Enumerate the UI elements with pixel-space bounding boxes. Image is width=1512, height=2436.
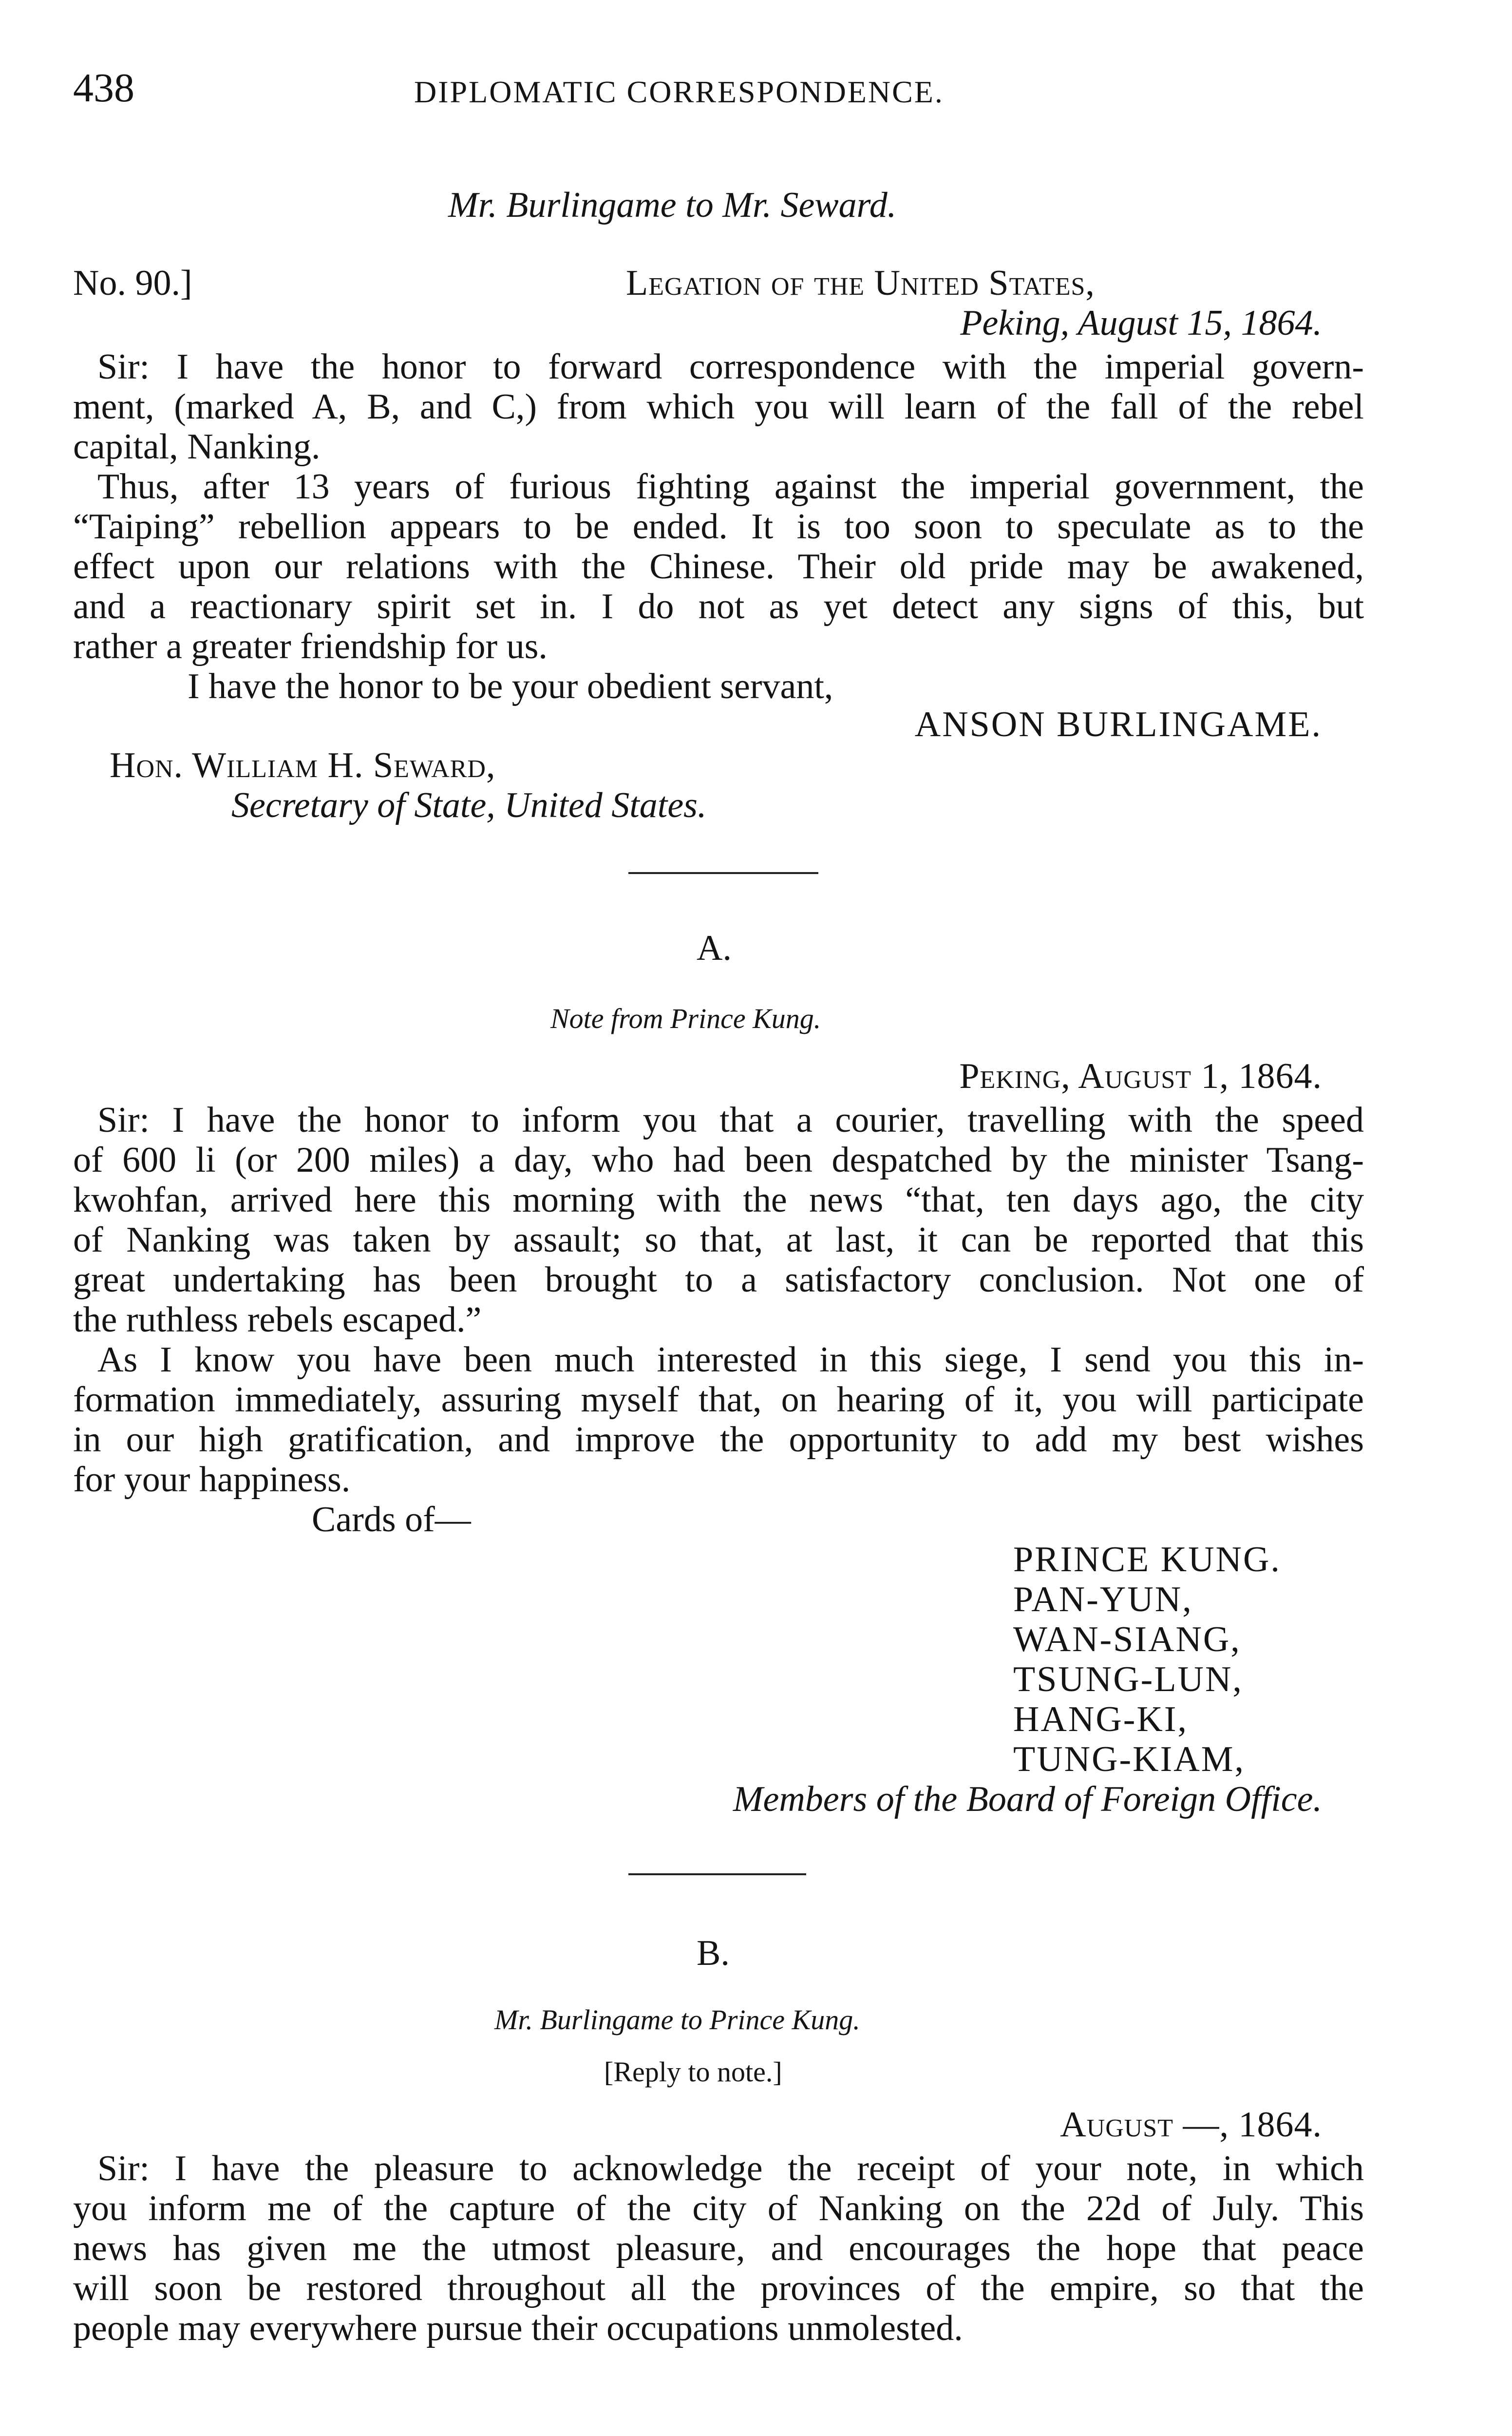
body-line: of Nanking was taken by assault; so that, at last, it can be reported that this bbox=[73, 1220, 1364, 1260]
cards-of: Cards of— bbox=[312, 1500, 471, 1540]
signature: ANSON BURLINGAME. bbox=[914, 704, 1322, 744]
body-line: will soon be restored throughout all the provinces of the empire, so that the bbox=[73, 2268, 1364, 2308]
body-line: kwohfan, arrived here this morning with the news “that, ten days ago, the city bbox=[73, 1180, 1364, 1220]
body-line: capital, Nanking. bbox=[73, 427, 321, 467]
signatory: TSUNG-LUN, bbox=[1013, 1659, 1243, 1699]
body-line: rather a greater friendship for us. bbox=[73, 627, 548, 666]
body-line: Thus, after 13 years of furious fighting against the imperial government, the bbox=[97, 467, 1364, 507]
body-line: ment, (marked A, B, and C,) from which you will learn of the fall of the rebel bbox=[73, 387, 1364, 427]
letter-date: Peking, August 15, 1864. bbox=[960, 303, 1322, 343]
letter-number: No. 90.] bbox=[73, 263, 192, 303]
body-line: “Taiping” rebellion appears to be ended. It is too soon to speculate as to the bbox=[73, 507, 1364, 547]
note-heading: Note from Prince Kung. bbox=[550, 1003, 821, 1034]
signatory: TUNG-KIAM, bbox=[1013, 1739, 1245, 1779]
signatory: PRINCE KUNG. bbox=[1013, 1540, 1281, 1580]
body-line: I have the honor to be your obedient servant, bbox=[188, 666, 833, 706]
signatory: PAN-YUN, bbox=[1013, 1580, 1193, 1619]
section-label-b: B. bbox=[697, 1933, 730, 1973]
body-line: people may everywhere pursue their occupations unmolested. bbox=[73, 2308, 963, 2348]
body-line: Sir: I have the honor to inform you that a courier, travelling with the speed bbox=[97, 1100, 1364, 1140]
signatory: HANG-KI, bbox=[1013, 1699, 1188, 1739]
letter-place: Legation of the United States, bbox=[626, 263, 1095, 303]
reply-heading: Mr. Burlingame to Prince Kung. bbox=[494, 2004, 860, 2036]
body-line: and a reactionary spirit set in. I do not as yet detect any signs of this, but bbox=[73, 587, 1364, 627]
body-line: you inform me of the capture of the city of Nanking on the 22d of July. This bbox=[73, 2189, 1364, 2228]
body-line: great undertaking has been brought to a satisfactory conclusion. Not one of bbox=[73, 1260, 1364, 1300]
body-line: of 600 li (or 200 miles) a day, who had been despatched by the minister Tsang- bbox=[73, 1140, 1364, 1180]
body-line: formation immediately, assuring myself that, on hearing of it, you will participate bbox=[73, 1380, 1364, 1420]
section-label-a: A. bbox=[697, 928, 732, 968]
body-line: effect upon our relations with the Chinese. Their old pride may be awakened, bbox=[73, 547, 1364, 587]
addressee-title: Secretary of State, United States. bbox=[231, 785, 707, 825]
reply-dateline: August —, 1864. bbox=[1060, 2105, 1322, 2145]
note-dateline: Peking, August 1, 1864. bbox=[959, 1056, 1322, 1096]
body-line: Sir: I have the pleasure to acknowledge the receipt of your note, in which bbox=[97, 2149, 1364, 2189]
body-line: Sir: I have the honor to forward correspondence with the imperial govern- bbox=[97, 347, 1364, 387]
reply-subheading: [Reply to note.] bbox=[604, 2056, 782, 2088]
body-line: in our high gratification, and improve the opportunity to add my best wishes bbox=[73, 1420, 1364, 1460]
page-number: 438 bbox=[73, 65, 134, 111]
body-line: As I know you have been much interested in this siege, I send you this in- bbox=[97, 1340, 1364, 1380]
running-title: DIPLOMATIC CORRESPONDENCE. bbox=[414, 75, 944, 109]
letter-heading: Mr. Burlingame to Mr. Seward. bbox=[448, 185, 897, 225]
body-line: the ruthless rebels escaped.” bbox=[73, 1300, 482, 1340]
section-divider bbox=[628, 1873, 806, 1875]
body-line: news has given me the utmost pleasure, and encourages the hope that peace bbox=[73, 2228, 1364, 2268]
signatory-title: Members of the Board of Foreign Office. bbox=[733, 1779, 1322, 1819]
body-line: for your happiness. bbox=[73, 1460, 351, 1500]
addressee-name: Hon. William H. Seward, bbox=[110, 745, 496, 785]
signatory: WAN-SIANG, bbox=[1013, 1619, 1241, 1659]
section-divider bbox=[628, 872, 818, 874]
